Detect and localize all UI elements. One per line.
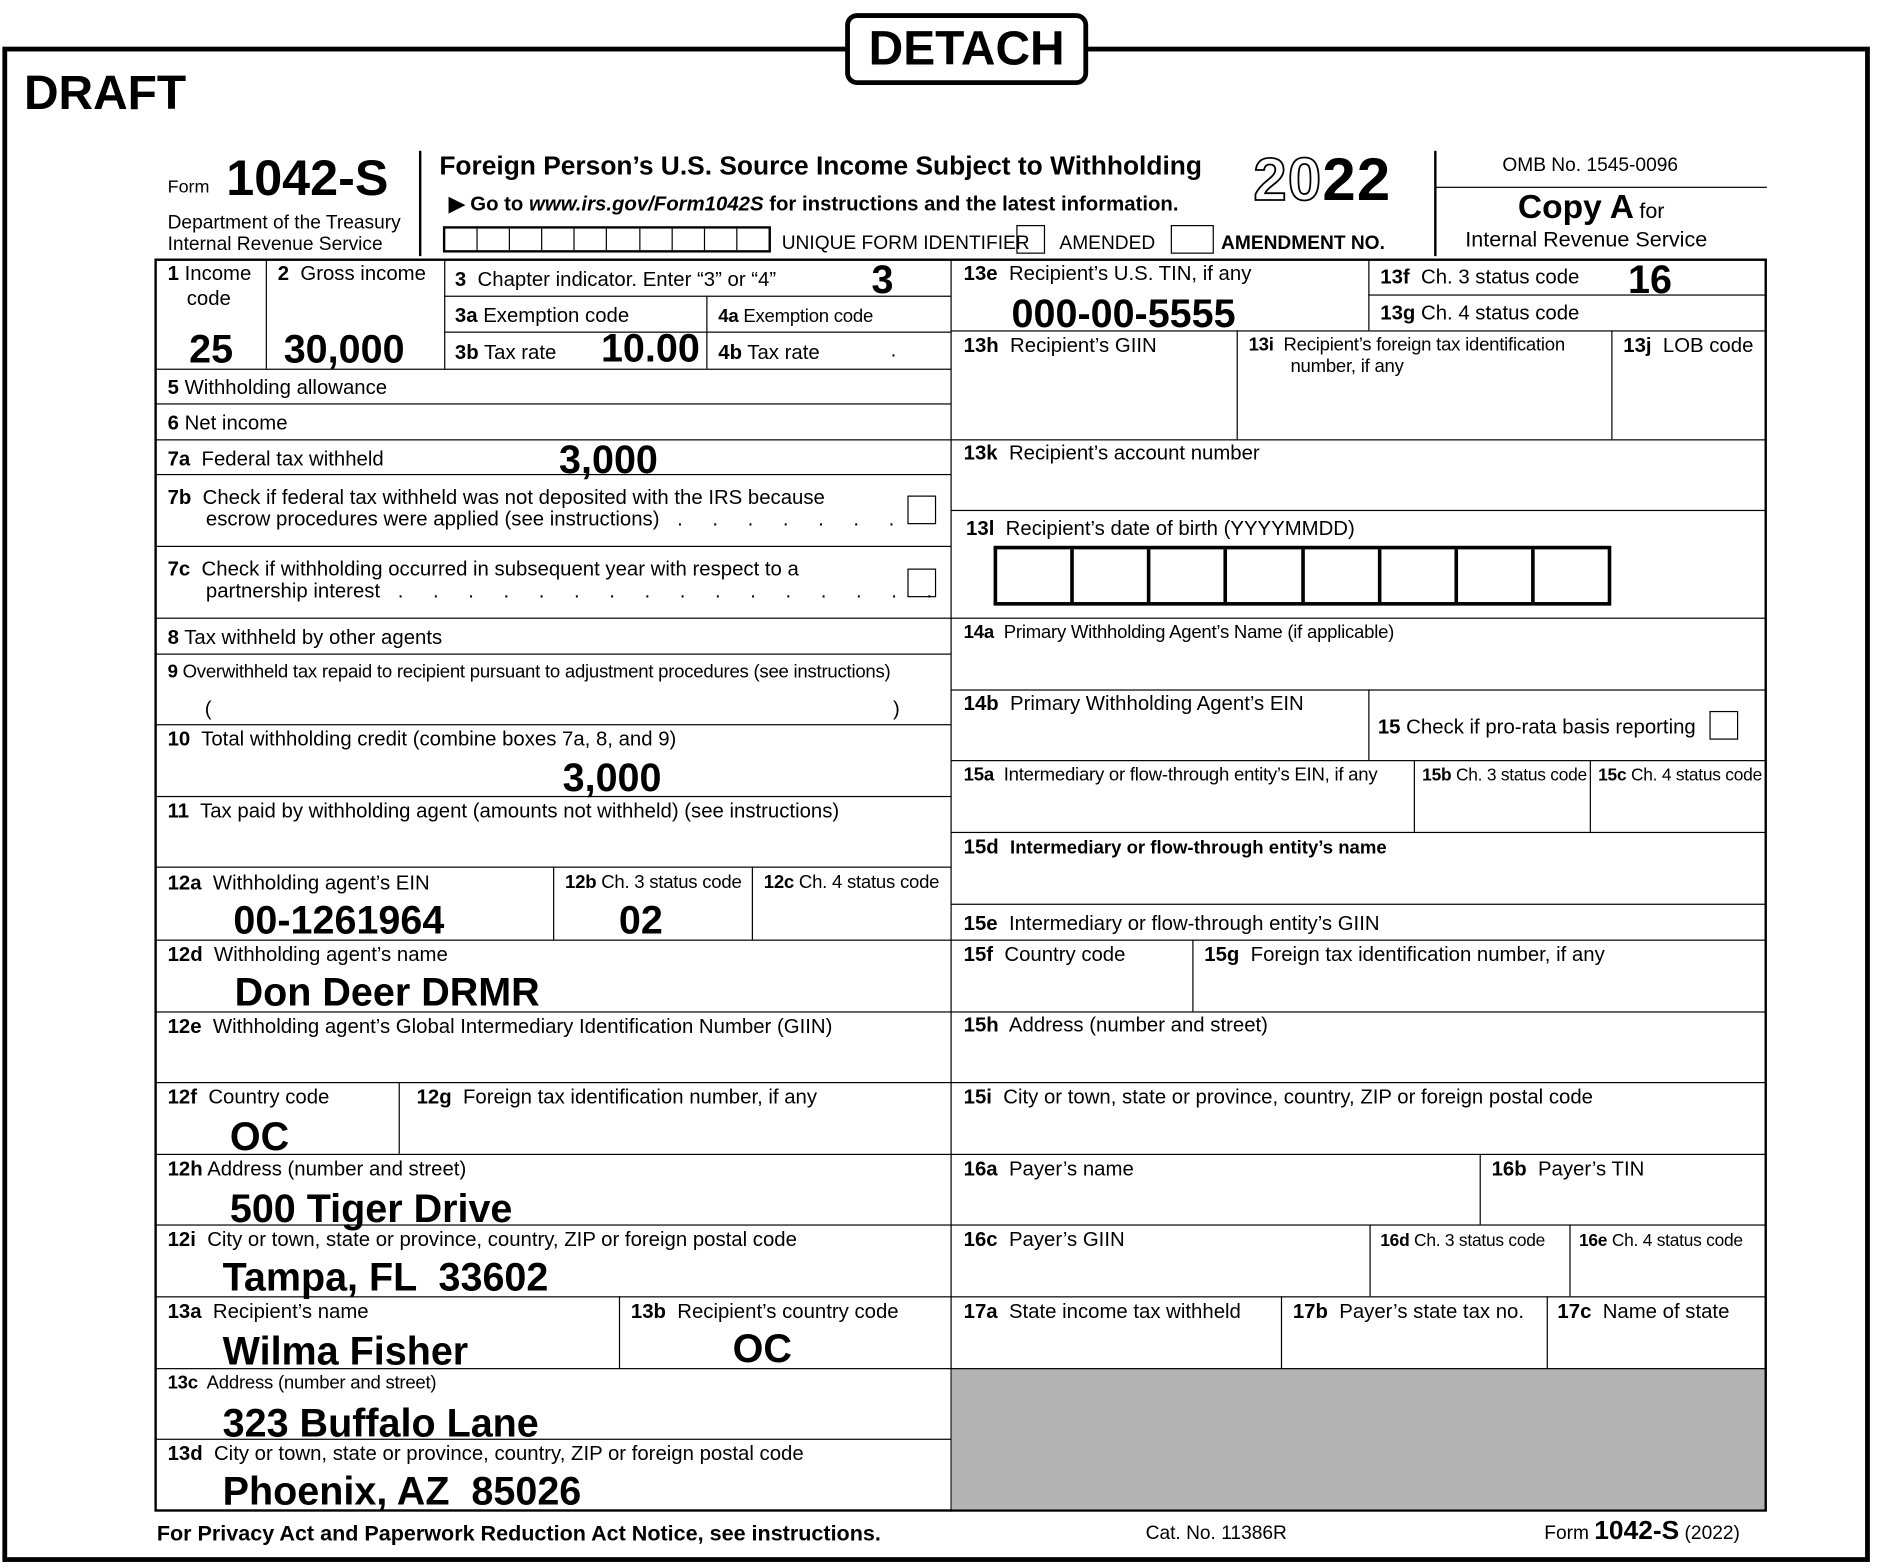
box-13d-text: City or town, state or province, country, ZIP or foreign postal code [213, 1442, 804, 1466]
box-3b-text: Tax rate [483, 341, 557, 364]
box-15h-num: 15h [963, 1013, 999, 1037]
instructions-prefix: Go to [470, 192, 524, 216]
box-12e-num: 12e [167, 1014, 202, 1038]
line [444, 259, 445, 369]
line [950, 760, 1766, 761]
box-13c-text: Address (number and street) [206, 1372, 437, 1394]
box-13k-num: 13k [963, 441, 998, 465]
box-13d-value[interactable]: Phoenix, AZ 85026 [222, 1468, 582, 1513]
box-13j-num: 13j [1623, 333, 1652, 357]
box-15g-label [1204, 944, 1604, 966]
box-15-label [1378, 717, 1696, 739]
omb-number: OMB No. 1545-0096 [1502, 155, 1679, 176]
box-13g-label [1380, 303, 1579, 325]
box-12e-text: Withholding agent’s Global Intermediary Identification Number (GIIN) [212, 1014, 833, 1038]
box-12f-text: Country code [208, 1085, 330, 1109]
box-13k-text: Recipient’s account number [1008, 441, 1260, 465]
box-12b-value[interactable]: 02 [618, 897, 663, 942]
box-16b-text: Payer’s TIN [1537, 1157, 1645, 1181]
box-2-value[interactable]: 30,000 [283, 326, 405, 372]
instructions-line [449, 193, 1179, 217]
box-13b-label [631, 1301, 899, 1323]
unique-form-identifier-label: UNIQUE FORM IDENTIFIER [781, 233, 1030, 254]
box-15e-label [964, 913, 1380, 935]
instructions-url[interactable]: www.irs.gov/Form1042S [529, 192, 764, 216]
line [1611, 330, 1612, 439]
box-13d-label [168, 1443, 804, 1465]
line [950, 940, 1766, 941]
box-4b-text: Tax rate [747, 341, 820, 364]
box-4a-label [718, 306, 873, 328]
line [1569, 1224, 1570, 1296]
line [1368, 294, 1767, 295]
dept-treasury: Department of the Treasury [167, 213, 401, 234]
amendment-no-label: AMENDMENT NO. [1221, 233, 1385, 254]
box-5-label [168, 377, 387, 399]
box-3b-num: 3b [454, 341, 479, 364]
line [154, 796, 950, 797]
box-7b-label-2: escrow procedures were applied (see instructions) . . . . . . . [205, 507, 907, 531]
line [950, 618, 1766, 619]
box-13e-num: 13e [963, 262, 998, 285]
instructions-suffix: for instructions and the latest information. [769, 192, 1179, 216]
line [1369, 1224, 1370, 1296]
box-13c-num: 13c [167, 1372, 198, 1394]
footer-form-id [1544, 1515, 1740, 1546]
box-13b-num: 13b [630, 1299, 666, 1323]
line [950, 1011, 1766, 1012]
copy-a [1518, 188, 1665, 226]
box-13e-text: Recipient’s U.S. TIN, if any [1008, 262, 1252, 285]
box-13h-text: Recipient’s GIIN [1010, 333, 1157, 357]
box-13i-num: 13i [1248, 335, 1274, 356]
box-12h-num: 12h [167, 1157, 203, 1181]
box-12f-num: 12f [167, 1085, 198, 1109]
box-15i-num: 15i [963, 1085, 992, 1109]
box-12e-label [168, 1016, 833, 1038]
box-3a-text: Exemption code [483, 304, 630, 327]
line [553, 867, 554, 940]
box-4b-decimal: . [890, 338, 897, 362]
box-13a-label [168, 1301, 369, 1323]
line [154, 403, 950, 404]
line [154, 724, 950, 725]
box-13f-num: 13f [1380, 265, 1410, 289]
line [950, 1368, 1766, 1369]
box-6-num: 6 [167, 411, 179, 435]
box-15d-label [964, 837, 1387, 860]
box-3-value[interactable]: 3 [871, 257, 894, 302]
box-17b-label [1293, 1301, 1524, 1323]
line [950, 510, 1766, 511]
box-16d-text: Ch. 3 status code [1414, 1231, 1546, 1251]
box-12g-label [417, 1087, 817, 1109]
box-16d-label [1380, 1230, 1545, 1252]
box-16a-label [964, 1159, 1134, 1181]
box-12a-num: 12a [167, 871, 202, 895]
box-15i-label [964, 1087, 1593, 1109]
line [154, 654, 950, 655]
box-6-text: Net income [184, 411, 288, 435]
line [1368, 689, 1369, 760]
box-16a-num: 16a [963, 1157, 998, 1181]
box-17b-num: 17b [1292, 1299, 1328, 1323]
footer-form-number: 1042-S [1594, 1515, 1680, 1546]
box-15h-text: Address (number and street) [1008, 1013, 1268, 1037]
box-15d-text: Intermediary or flow-through entity’s name [1010, 837, 1387, 859]
line [266, 259, 267, 369]
box-3-num: 3 [454, 268, 467, 291]
box-15e-text: Intermediary or flow-through entity’s GIIN [1008, 912, 1380, 935]
privacy-notice: For Privacy Act and Paperwork Reduction Act Notice, see instructions. [156, 1521, 881, 1546]
box-17a-label [964, 1301, 1241, 1323]
box-7a-num: 7a [167, 447, 191, 471]
box-7a-value[interactable]: 3,000 [559, 436, 658, 482]
box-12i-text: City or town, state or province, country, ZIP or foreign postal code [207, 1228, 797, 1251]
shaded-area [952, 1368, 1765, 1509]
box-7c-label [168, 559, 799, 581]
box-8-num: 8 [167, 625, 179, 649]
catalog-number: Cat. No. 11386R [1145, 1523, 1287, 1545]
box-15i-text: City or town, state or province, country, ZIP or foreign postal code [1003, 1085, 1593, 1109]
tax-year [1253, 145, 1391, 214]
box-12d-text: Withholding agent’s name [213, 943, 448, 966]
box-7c-text-2: partnership interest [205, 579, 381, 603]
line [950, 832, 1766, 833]
box-13h-label [964, 335, 1157, 357]
line [154, 1082, 950, 1083]
box-1-num: 1 [167, 262, 179, 285]
box-5-num: 5 [167, 375, 179, 399]
box-13i-label-2: number, if any [1290, 356, 1404, 378]
box-13e-label [964, 263, 1252, 285]
box-12f-value[interactable]: OC [229, 1114, 290, 1159]
box-3-label [455, 269, 776, 291]
box-3b-label [455, 342, 556, 364]
box-12d-label [168, 944, 448, 966]
box-14a-num: 14a [963, 622, 994, 643]
box-1-label [168, 263, 252, 285]
box-11-text: Tax paid by withholding agent (amounts not withheld) (see instructions) [200, 799, 840, 823]
box-3a-num: 3a [454, 304, 478, 327]
line [619, 1296, 620, 1368]
detach-label [845, 13, 1088, 85]
box-16b-num: 16b [1491, 1157, 1527, 1181]
box-9-open-paren: ( [204, 697, 212, 721]
box-12f-label [168, 1087, 330, 1109]
box-4a-num: 4a [718, 306, 739, 327]
box-15e-num: 15e [963, 912, 998, 935]
box-15f-label [964, 944, 1126, 966]
box-16a-text: Payer’s name [1008, 1157, 1134, 1181]
box-12b-num: 12b [565, 872, 597, 893]
box-10-label [168, 729, 677, 751]
box-12a-value[interactable]: 00-1261964 [233, 897, 445, 942]
box-13l-text: Recipient’s date of birth (YYYYMMDD) [1005, 517, 1355, 540]
box-8-label [168, 627, 443, 649]
box-15-text: Check if pro-rata basis reporting [1406, 715, 1696, 739]
box-12i-value[interactable]: Tampa, FL 33602 [222, 1254, 549, 1299]
box-11-label [168, 801, 840, 823]
box-14b-label [964, 693, 1304, 715]
form-word: Form [167, 177, 210, 198]
box-3a-label [455, 305, 629, 327]
box-13a-num: 13a [167, 1299, 202, 1323]
header-divider-right [1434, 151, 1436, 256]
line [1590, 760, 1591, 832]
line [950, 1154, 1766, 1155]
box-7a-text: Federal tax withheld [201, 447, 384, 471]
box-10-num: 10 [167, 727, 191, 751]
box-9-num: 9 [167, 661, 178, 683]
form-number: 1042-S [226, 149, 389, 206]
footer-form-year: (2022) [1684, 1523, 1740, 1545]
box-7b-label [168, 487, 825, 509]
box-13b-text: Recipient’s country code [677, 1299, 899, 1323]
box-10-text: Total withholding credit (combine boxes 7a, 8, and 9) [201, 727, 677, 751]
center-divider [950, 259, 951, 1512]
box-16b-label [1492, 1159, 1645, 1181]
box-13g-num: 13g [1380, 301, 1416, 325]
draft-label: DRAFT [23, 67, 187, 120]
box-12h-text: Address (number and street) [207, 1157, 467, 1181]
box-13a-value[interactable]: Wilma Fisher [222, 1328, 469, 1373]
box-15h-label [964, 1015, 1268, 1037]
line [154, 369, 950, 370]
amendment-no-box[interactable] [1171, 225, 1214, 254]
box-16e-text: Ch. 4 status code [1611, 1231, 1743, 1251]
detach-text: DETACH [868, 22, 1065, 76]
box-7c-text-1: Check if withholding occurred in subsequent year with respect to a [201, 557, 799, 581]
box-9-label [168, 662, 891, 684]
line [950, 904, 1766, 905]
box-12b-label [565, 873, 742, 895]
box-7c-num: 7c [167, 557, 191, 581]
date-of-birth-boxes[interactable] [994, 546, 1612, 606]
line [154, 546, 950, 547]
line [154, 439, 950, 440]
box-13d-num: 13d [167, 1442, 203, 1466]
copy-for: for [1639, 198, 1665, 223]
amended-label: AMENDED [1059, 233, 1156, 254]
box-13l-label [966, 518, 1355, 540]
unique-form-identifier-boxes[interactable] [443, 226, 771, 252]
box-13i-text-1: Recipient’s foreign tax identification [1283, 335, 1565, 356]
amended-checkbox[interactable] [1016, 225, 1045, 254]
box-13g-text: Ch. 4 status code [1420, 301, 1580, 325]
box-4a-text: Exemption code [743, 306, 874, 327]
box-15b-label [1422, 765, 1587, 787]
box-14b-num: 14b [963, 691, 999, 715]
line [950, 1224, 1766, 1225]
box-3b-value[interactable]: 10.00 [600, 325, 700, 370]
box-16c-label [964, 1229, 1125, 1251]
box-7c-checkbox[interactable] [907, 569, 936, 598]
footer-form-word: Form [1544, 1523, 1589, 1545]
box-5-text: Withholding allowance [184, 375, 388, 399]
box-15f-text: Country code [1004, 943, 1126, 966]
line [950, 1082, 1766, 1083]
box-10-value[interactable]: 3,000 [562, 755, 662, 800]
line [950, 689, 1766, 690]
box-12g-text: Foreign tax identification number, if any [462, 1085, 818, 1109]
box-4b-num: 4b [718, 341, 743, 364]
box-13f-text: Ch. 3 status code [1420, 265, 1580, 289]
line [1480, 1154, 1481, 1225]
box-13f-value[interactable]: 16 [1628, 257, 1673, 302]
box-15d-num: 15d [963, 835, 999, 859]
box-7b-text-1: Check if federal tax withheld was not deposited with the IRS because [202, 485, 825, 509]
box-16c-num: 16c [963, 1228, 998, 1251]
box-3-text: Chapter indicator. Enter “3” or “4” [477, 268, 777, 291]
box-13j-text: LOB code [1662, 333, 1754, 357]
line [1281, 1296, 1282, 1368]
box-16d-num: 16d [1380, 1231, 1410, 1251]
box-13c-value[interactable]: 323 Buffalo Lane [222, 1400, 539, 1445]
box-16e-label [1579, 1230, 1743, 1252]
box-13k-label [964, 443, 1260, 465]
box-13h-num: 13h [963, 333, 999, 357]
box-12a-text: Withholding agent’s EIN [212, 871, 430, 895]
copy-a-label: Copy A [1517, 187, 1635, 226]
box-13b-value[interactable]: OC [732, 1326, 792, 1371]
box-14b-text: Primary Withholding Agent’s EIN [1010, 691, 1304, 715]
box-15b-text: Ch. 3 status code [1455, 766, 1587, 786]
box-12h-label [168, 1159, 467, 1181]
line [1414, 760, 1415, 832]
box-15a-text: Intermediary or flow-through entity’s EIN, if any [1003, 764, 1378, 786]
box-2-num: 2 [277, 262, 290, 285]
box-12i-label [168, 1229, 797, 1251]
box-15a-label [964, 765, 1378, 787]
box-12c-label [764, 873, 940, 895]
box-17a-num: 17a [963, 1299, 998, 1323]
box-7c-label-2: partnership interest . . . . . . . . . . . . . . . . [205, 579, 945, 603]
line [154, 618, 950, 619]
line [950, 439, 1766, 440]
line [706, 296, 707, 369]
box-17c-num: 17c [1557, 1299, 1592, 1323]
box-6-label [168, 413, 288, 435]
box-1-value[interactable]: 25 [189, 326, 234, 372]
box-7b-num: 7b [167, 485, 192, 509]
box-12h-value[interactable]: 500 Tiger Drive [229, 1186, 513, 1231]
box-13l-num: 13l [966, 517, 995, 540]
box-16e-num: 16e [1578, 1231, 1608, 1251]
line [1192, 940, 1193, 1012]
box-13i-label [1249, 335, 1565, 357]
box-14a-label [964, 622, 1394, 644]
box-12b-text: Ch. 3 status code [601, 872, 742, 893]
box-2-text: Gross income [300, 262, 426, 285]
box-7b-text-2: escrow procedures were applied (see instructions) [205, 507, 660, 531]
box-7a-label [168, 449, 384, 471]
line [950, 1296, 1766, 1297]
box-9-text: Overwithheld tax repaid to recipient pursuant to adjustment procedures (see instructions) [182, 661, 891, 683]
dept-irs: Internal Revenue Service [167, 234, 383, 255]
box-15c-text: Ch. 4 status code [1630, 766, 1763, 786]
line [154, 474, 950, 475]
box-17b-text: Payer’s state tax no. [1339, 1299, 1525, 1323]
box-13j-label [1623, 335, 1753, 357]
box-12i-num: 12i [167, 1228, 196, 1251]
box-11-num: 11 [167, 799, 190, 823]
copy-irs: Internal Revenue Service [1465, 227, 1708, 252]
form-title: Foreign Person’s U.S. Source Income Subject to Withholding [439, 150, 1202, 181]
tax-year-outline: 20 [1253, 146, 1323, 214]
box-8-text: Tax withheld by other agents [184, 625, 443, 649]
box-16c-text: Payer’s GIIN [1008, 1228, 1125, 1251]
line [1237, 330, 1238, 439]
box-15a-num: 15a [963, 764, 994, 786]
box-15-checkbox[interactable] [1709, 711, 1738, 740]
box-1-label-2: code [186, 287, 231, 310]
box-15-num: 15 [1377, 715, 1401, 739]
box-1-label-1: Income [184, 262, 252, 285]
box-15f-num: 15f [963, 943, 994, 966]
box-15b-num: 15b [1422, 766, 1452, 786]
line [752, 867, 753, 940]
box-17c-label [1557, 1301, 1729, 1323]
box-4b-label [718, 342, 819, 364]
box-15g-text: Foreign tax identification number, if any [1250, 943, 1605, 966]
box-17a-text: State income tax withheld [1008, 1299, 1241, 1323]
box-12c-text: Ch. 4 status code [798, 872, 940, 893]
tax-year-bold: 22 [1322, 146, 1392, 214]
box-15c-num: 15c [1598, 766, 1627, 786]
box-12c-num: 12c [763, 872, 794, 893]
line [1547, 1296, 1548, 1368]
box-7b-checkbox[interactable] [907, 496, 936, 525]
box-13f-label [1380, 267, 1579, 289]
box-13a-text: Recipient’s name [212, 1299, 369, 1323]
box-13c-label [168, 1373, 437, 1395]
box-12a-label [168, 873, 430, 895]
box-15c-label [1598, 765, 1762, 787]
box-9-close-paren: ) [893, 697, 900, 721]
arrow-icon: ▶ [448, 192, 465, 216]
box-12d-value[interactable]: Don Deer DRMR [234, 969, 540, 1014]
box-15g-num: 15g [1204, 943, 1240, 966]
box-2-label [278, 263, 426, 285]
box-14a-text: Primary Withholding Agent’s Name (if applicable) [1003, 622, 1395, 643]
box-17c-text: Name of state [1602, 1299, 1730, 1323]
box-12g-num: 12g [416, 1085, 452, 1109]
line [399, 1082, 400, 1154]
header-divider-left [419, 151, 421, 256]
box-13e-value[interactable]: 000-00-5555 [1011, 290, 1236, 336]
box-12d-num: 12d [167, 943, 203, 966]
